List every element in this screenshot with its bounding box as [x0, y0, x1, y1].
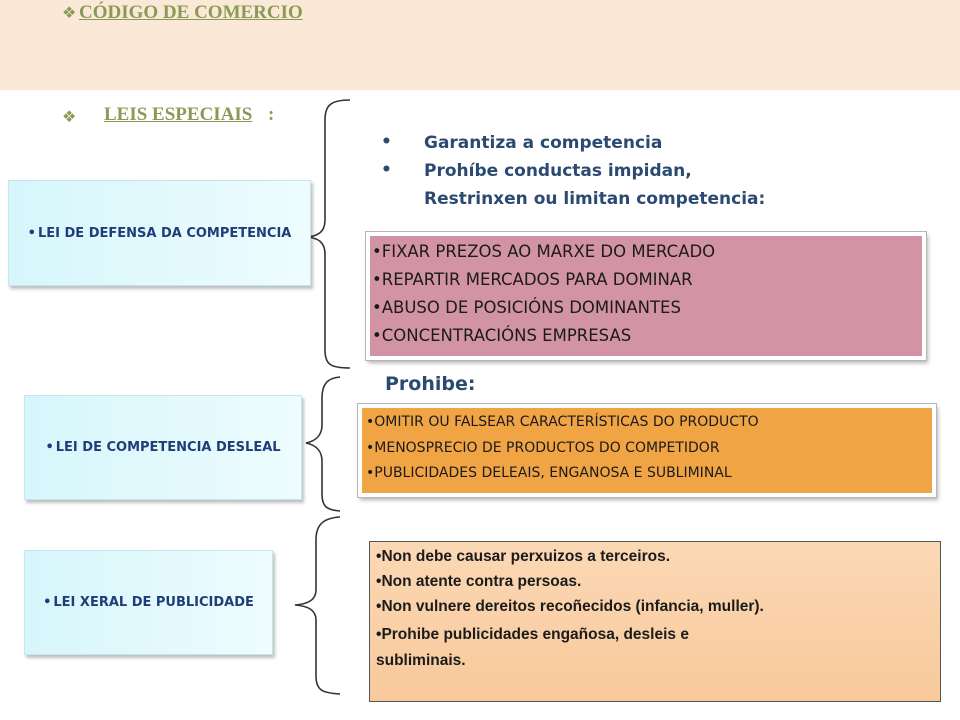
publicidade-item: •Prohibe publicidades engañosa, desleis e: [376, 626, 689, 643]
law-box-xeral-publicidade[interactable]: [24, 550, 273, 655]
bullet-glyph: •: [372, 298, 382, 317]
desleal-item: •PUBLICIDADES DELEAIS, ENGANOSA E SUBLIMINAL: [366, 465, 732, 481]
bullet-glyph: •: [372, 326, 382, 345]
publicidade-item: •Non atente contra persoas.: [376, 573, 582, 590]
codigo-comercio-heading[interactable]: CÓDIGO DE COMERCIO: [79, 2, 303, 23]
practicas-prohibidas-box: [366, 232, 926, 360]
bullet-glyph: •: [366, 465, 375, 481]
publicidade-box: [369, 541, 941, 702]
competencia-line: Prohíbe conductas impidan,: [424, 161, 692, 181]
practica-item: •CONCENTRACIÓNS EMPRESAS: [372, 326, 632, 345]
competencia-line: Garantiza a competencia: [424, 133, 663, 153]
brace-competencia: [307, 100, 350, 368]
brace-desleal: [306, 377, 340, 511]
bullet-glyph: •: [376, 548, 382, 565]
competencia-line: Restrinxen ou limitan competencia:: [424, 189, 766, 209]
leis-especiais-heading[interactable]: LEIS ESPECIAIS: [104, 104, 253, 125]
law-box-defensa-competencia[interactable]: [8, 180, 311, 286]
bullet-glyph: •: [43, 595, 52, 610]
bullet-glyph: •: [372, 270, 382, 289]
leis-especiais-colon: :: [268, 104, 275, 125]
bullet-glyph: •: [381, 132, 392, 152]
brace-publicidade: [295, 517, 340, 694]
competencia-desleal-box: [358, 404, 936, 497]
bullet-glyph: •: [376, 598, 382, 615]
publicidade-item: •Non vulnere dereitos recoñecidos (infancia, muller).: [376, 598, 764, 615]
bullet-glyph: •: [27, 225, 36, 241]
bullet-glyph: •: [366, 440, 375, 456]
diamond-bullet-icon: ❖: [62, 107, 77, 126]
law-label: LEI DE COMPETENCIA DESLEAL: [55, 440, 281, 455]
bullet-glyph: •: [376, 626, 382, 643]
bullet-glyph: •: [366, 414, 375, 430]
law-label: LEI XERAL DE PUBLICIDADE: [53, 595, 254, 610]
practica-item: •FIXAR PREZOS AO MARXE DO MERCADO: [372, 242, 716, 261]
practica-item: •ABUSO DE POSICIÓNS DOMINANTES: [372, 298, 681, 317]
bullet-glyph: •: [372, 242, 382, 261]
bullet-glyph: •: [381, 160, 392, 180]
bullet-glyph: •: [376, 573, 382, 590]
publicidade-item-continuation: subliminais.: [376, 652, 466, 669]
law-label: LEI DE DEFENSA DA COMPETENCIA: [37, 225, 292, 241]
desleal-item: •MENOSPRECIO DE PRODUCTOS DO COMPETIDOR: [366, 440, 720, 456]
publicidade-item: •Non debe causar perxuizos a terceiros.: [376, 548, 671, 565]
desleal-item: •OMITIR OU FALSEAR CARACTERÍSTICAS DO PRODUCTO: [366, 414, 759, 430]
practica-item: •REPARTIR MERCADOS PARA DOMINAR: [372, 270, 693, 289]
prohibe-label: Prohibe:: [385, 373, 476, 395]
diamond-bullet-icon: ❖: [62, 3, 77, 22]
law-box-competencia-desleal[interactable]: [24, 395, 302, 500]
bullet-glyph: •: [45, 440, 54, 455]
